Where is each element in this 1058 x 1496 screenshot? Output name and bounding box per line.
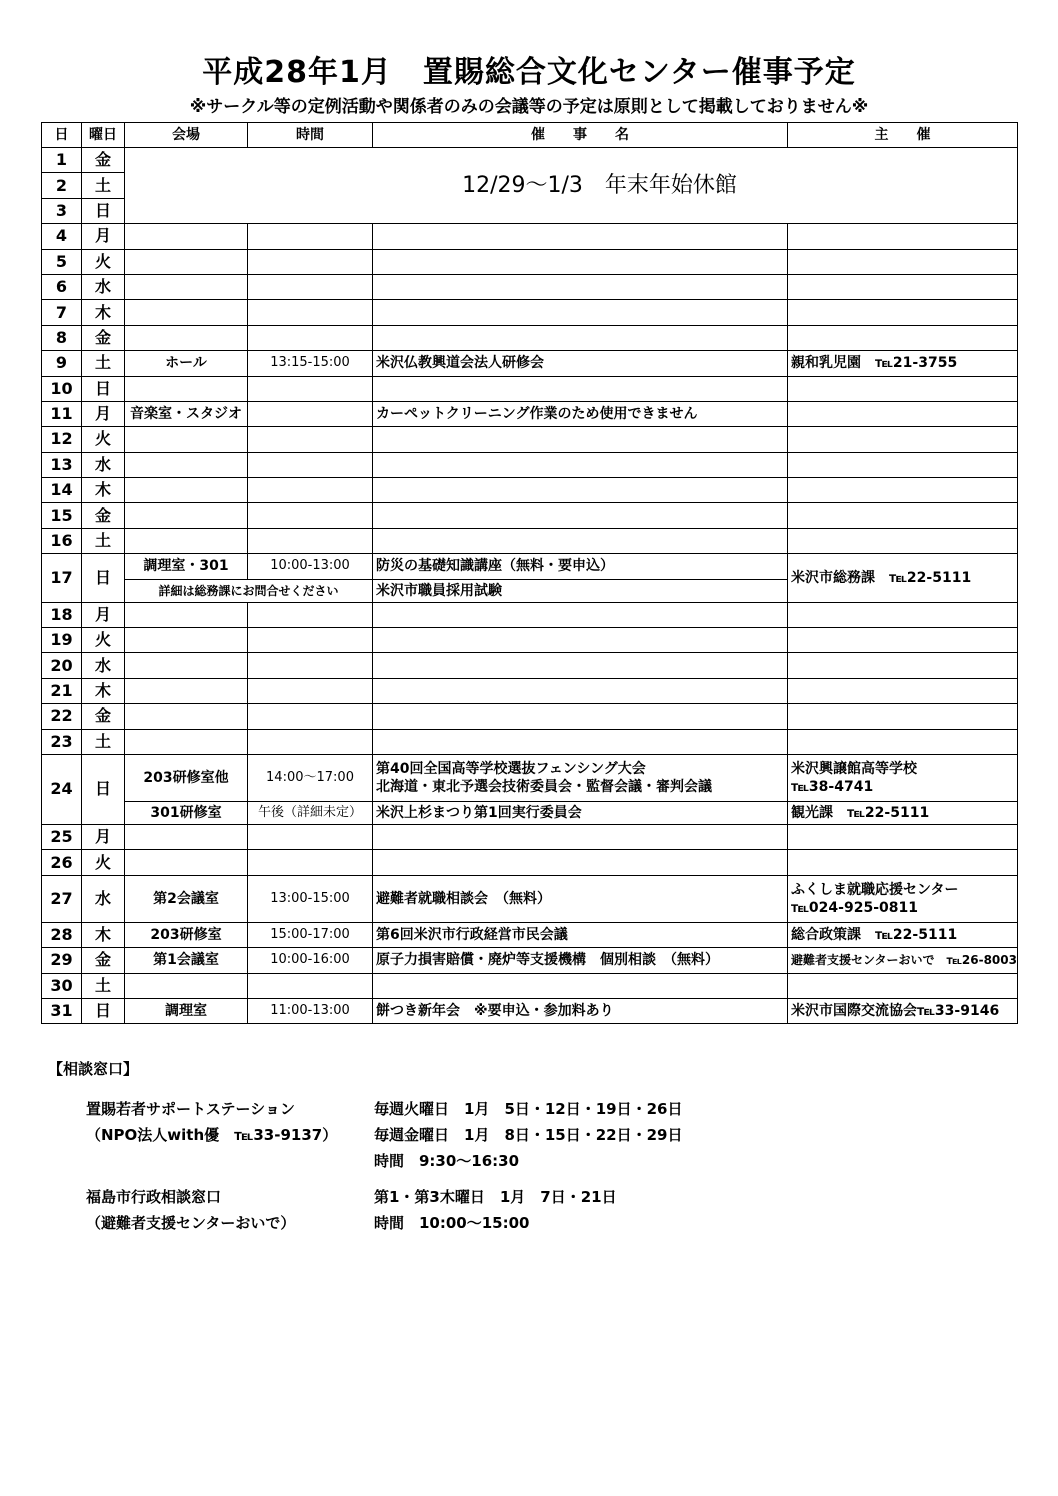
consult-name: （避難者支援センターおいで）: [86, 1214, 296, 1232]
time-cell: [248, 678, 373, 703]
time-cell: [248, 325, 373, 350]
weekday-cell: 木: [82, 478, 125, 503]
consult-schedule: 毎週金曜日 1月 8日・15日・22日・29日: [374, 1126, 683, 1144]
header-time: 時間: [248, 123, 373, 148]
venue-cell: 詳細は総務課にお問合せください: [125, 579, 373, 602]
venue-cell: [125, 602, 248, 627]
time-cell: [248, 503, 373, 528]
day-cell: 27: [42, 875, 82, 922]
venue-cell: [125, 376, 248, 401]
venue-cell: [125, 704, 248, 729]
time-cell: [248, 528, 373, 553]
time-cell: [248, 704, 373, 729]
day-cell: 21: [42, 678, 82, 703]
consult-name: （NPO法人with優 ℡33-9137）: [86, 1126, 338, 1144]
venue-cell: [125, 249, 248, 274]
header-weekday: 曜日: [82, 123, 125, 148]
organizer-line: 米沢興譲館高等学校: [791, 760, 917, 777]
organizer-cell: 避難者支援センターおいで ℡26-8003: [788, 948, 1018, 973]
table-row: [42, 401, 1018, 426]
weekday-cell: 水: [82, 274, 125, 299]
organizer-line: ℡024-925-0811: [791, 899, 918, 916]
table-row: [42, 850, 1018, 875]
day-cell: 29: [42, 948, 82, 973]
table-row: [42, 274, 1018, 299]
day-cell: 26: [42, 850, 82, 875]
table-row: [42, 704, 1018, 729]
table-row: [42, 824, 1018, 849]
organizer-cell: [788, 376, 1018, 401]
table-row: [42, 754, 1018, 801]
day-cell: 16: [42, 528, 82, 553]
table-row: [42, 998, 1018, 1023]
time-cell: [248, 850, 373, 875]
venue-cell: 203研修室: [125, 922, 248, 947]
event-line: 北海道・東北予選会技術委員会・監督会議・審判会議: [376, 778, 712, 795]
weekday-cell: 木: [82, 300, 125, 325]
time-cell: [248, 452, 373, 477]
day-cell: 14: [42, 478, 82, 503]
venue-cell: [125, 973, 248, 998]
venue-cell: [125, 729, 248, 754]
time-cell: [248, 300, 373, 325]
day-cell: 9: [42, 351, 82, 376]
weekday-cell: 火: [82, 249, 125, 274]
event-cell: 防災の基礎知識講座（無料・要申込）: [373, 554, 788, 579]
page-subtitle: ※サークル等の定例活動や関係者のみの会議等の予定は原則として掲載しておりません※: [189, 97, 869, 117]
event-cell: [373, 452, 788, 477]
consult-schedule: 毎週火曜日 1月 5日・12日・19日・26日: [374, 1100, 683, 1118]
organizer-cell: [788, 503, 1018, 528]
weekday-cell: 木: [82, 922, 125, 947]
weekday-cell: 水: [82, 653, 125, 678]
event-cell: [373, 653, 788, 678]
weekday-cell: 水: [82, 452, 125, 477]
consult-name: 置賜若者サポートステーション: [86, 1100, 295, 1118]
table-row: [42, 528, 1018, 553]
venue-cell: [125, 427, 248, 452]
weekday-cell: 月: [82, 224, 125, 249]
event-cell: [373, 754, 788, 801]
weekday-cell: 火: [82, 850, 125, 875]
organizer-cell: [788, 249, 1018, 274]
consult-schedule: 時間 10:00～15:00: [374, 1214, 530, 1232]
header-day: 日: [42, 123, 82, 148]
venue-cell: 第1会議室: [125, 948, 248, 973]
table-row: [42, 452, 1018, 477]
day-cell: 11: [42, 401, 82, 426]
event-cell: [373, 224, 788, 249]
event-cell: [373, 325, 788, 350]
table-row: [42, 427, 1018, 452]
table-header-row: [42, 123, 1018, 148]
day-cell: 23: [42, 729, 82, 754]
time-cell: 14:00～17:00: [248, 754, 373, 801]
event-cell: [373, 602, 788, 627]
page-title: 平成28年1月 置賜総合文化センター催事予定: [202, 55, 856, 90]
time-cell: [248, 824, 373, 849]
table-row: [42, 922, 1018, 947]
table-row: [42, 503, 1018, 528]
weekday-cell: 金: [82, 325, 125, 350]
organizer-cell: [788, 628, 1018, 653]
weekday-cell: 金: [82, 503, 125, 528]
event-cell: 餅つき新年会 ※要申込・参加料あり: [373, 998, 788, 1023]
time-cell: 午後（詳細未定）: [248, 801, 373, 824]
organizer-cell: 米沢市国際交流協会℡33-9146: [788, 998, 1018, 1023]
organizer-cell: [788, 427, 1018, 452]
event-cell: [373, 478, 788, 503]
table-row: [42, 653, 1018, 678]
time-cell: [248, 478, 373, 503]
header-organizer: 主 催: [788, 123, 1018, 148]
venue-cell: 調理室: [125, 998, 248, 1023]
header-event: 催 事 名: [373, 123, 788, 148]
day-cell: 12: [42, 427, 82, 452]
event-cell: 原子力損害賠償・廃炉等支援機構 個別相談 （無料）: [373, 948, 788, 973]
venue-cell: [125, 850, 248, 875]
time-cell: [248, 249, 373, 274]
time-cell: 13:00-15:00: [248, 875, 373, 922]
weekday-cell: 日: [82, 754, 125, 824]
table-row: [42, 875, 1018, 922]
venue-cell: [125, 452, 248, 477]
table-row: [42, 628, 1018, 653]
organizer-cell: [788, 754, 1018, 801]
organizer-cell: [788, 850, 1018, 875]
table-row: [42, 148, 1018, 173]
table-row: [42, 948, 1018, 973]
time-cell: 10:00-16:00: [248, 948, 373, 973]
day-cell: 10: [42, 376, 82, 401]
weekday-cell: 木: [82, 678, 125, 703]
weekday-cell: 月: [82, 401, 125, 426]
consult-heading: 【相談窓口】: [48, 1060, 139, 1078]
day-cell: 24: [42, 754, 82, 824]
table-row: [42, 478, 1018, 503]
event-cell: [373, 528, 788, 553]
venue-cell: [125, 628, 248, 653]
event-cell: 米沢上杉まつり第1回実行委員会: [373, 801, 788, 824]
time-cell: 11:00-13:00: [248, 998, 373, 1023]
day-cell: 6: [42, 274, 82, 299]
weekday-cell: 土: [82, 729, 125, 754]
day-cell: 4: [42, 224, 82, 249]
time-cell: [248, 427, 373, 452]
weekday-cell: 金: [82, 948, 125, 973]
event-cell: 米沢市職員採用試験: [373, 579, 788, 602]
organizer-cell: [788, 274, 1018, 299]
day-cell: 22: [42, 704, 82, 729]
day-cell: 2: [42, 173, 82, 198]
event-cell: 米沢仏教興道会法人研修会: [373, 351, 788, 376]
table-row: [42, 249, 1018, 274]
time-cell: [248, 602, 373, 627]
venue-cell: [125, 224, 248, 249]
consult-schedule: 時間 9:30～16:30: [374, 1152, 520, 1170]
day-cell: 31: [42, 998, 82, 1023]
header-venue: 会場: [125, 123, 248, 148]
table-row: [42, 351, 1018, 376]
day-cell: 20: [42, 653, 82, 678]
venue-cell: 301研修室: [125, 801, 248, 824]
organizer-cell: [788, 452, 1018, 477]
table-row: [42, 376, 1018, 401]
day-cell: 13: [42, 452, 82, 477]
organizer-cell: [788, 729, 1018, 754]
event-cell: [373, 249, 788, 274]
weekday-cell: 日: [82, 198, 125, 223]
organizer-cell: [788, 224, 1018, 249]
organizer-cell: [788, 653, 1018, 678]
time-cell: 13:15-15:00: [248, 351, 373, 376]
time-cell: [248, 376, 373, 401]
time-cell: 15:00-17:00: [248, 922, 373, 947]
time-cell: [248, 973, 373, 998]
venue-cell: [125, 478, 248, 503]
venue-cell: [125, 503, 248, 528]
organizer-line: ふくしま就職応援センター: [791, 881, 959, 898]
event-cell: [373, 678, 788, 703]
event-cell: カーペットクリーニング作業のため使用できません: [373, 401, 788, 426]
weekday-cell: 金: [82, 704, 125, 729]
time-cell: [248, 653, 373, 678]
day-cell: 28: [42, 922, 82, 947]
table-row: [42, 554, 1018, 579]
organizer-cell: 観光課 ℡22-5111: [788, 801, 1018, 824]
weekday-cell: 水: [82, 875, 125, 922]
day-cell: 8: [42, 325, 82, 350]
organizer-cell: [788, 401, 1018, 426]
day-cell: 5: [42, 249, 82, 274]
event-cell: [373, 274, 788, 299]
weekday-cell: 月: [82, 602, 125, 627]
table-row: [42, 973, 1018, 998]
organizer-cell: 米沢市総務課 ℡22-5111: [788, 554, 1018, 602]
consult-name: 福島市行政相談窓口: [86, 1188, 222, 1206]
venue-cell: [125, 300, 248, 325]
organizer-cell: [788, 973, 1018, 998]
day-cell: 19: [42, 628, 82, 653]
time-cell: 10:00-13:00: [248, 554, 373, 579]
weekday-cell: 日: [82, 998, 125, 1023]
event-cell: [373, 628, 788, 653]
weekday-cell: 日: [82, 376, 125, 401]
venue-cell: 調理室・301: [125, 554, 248, 579]
table-row: [42, 678, 1018, 703]
day-cell: 7: [42, 300, 82, 325]
organizer-cell: [788, 528, 1018, 553]
weekday-cell: 金: [82, 148, 125, 173]
venue-cell: ホール: [125, 351, 248, 376]
event-cell: [373, 704, 788, 729]
organizer-cell: [788, 478, 1018, 503]
weekday-cell: 火: [82, 628, 125, 653]
time-cell: [248, 729, 373, 754]
table-row: [42, 602, 1018, 627]
venue-cell: [125, 528, 248, 553]
organizer-cell: [788, 300, 1018, 325]
venue-cell: [125, 678, 248, 703]
venue-cell: [125, 325, 248, 350]
weekday-cell: 土: [82, 351, 125, 376]
event-cell: [373, 300, 788, 325]
organizer-cell: 総合政策課 ℡22-5111: [788, 922, 1018, 947]
weekday-cell: 月: [82, 824, 125, 849]
day-cell: 17: [42, 554, 82, 602]
event-cell: 避難者就職相談会 （無料）: [373, 875, 788, 922]
day-cell: 30: [42, 973, 82, 998]
time-cell: [248, 224, 373, 249]
organizer-cell: [788, 325, 1018, 350]
event-cell: [373, 973, 788, 998]
organizer-cell: [788, 704, 1018, 729]
event-line: 第40回全国高等学校選抜フェンシング大会: [376, 760, 646, 777]
table-row: [42, 801, 1018, 824]
event-cell: [373, 824, 788, 849]
organizer-line: ℡38-4741: [791, 778, 874, 795]
event-cell: [373, 503, 788, 528]
weekday-cell: 土: [82, 173, 125, 198]
organizer-cell: [788, 602, 1018, 627]
venue-cell: 第2会議室: [125, 875, 248, 922]
day-cell: 3: [42, 198, 82, 223]
event-cell: 第6回米沢市行政経営市民会議: [373, 922, 788, 947]
organizer-cell: 親和乳児園 ℡21-3755: [788, 351, 1018, 376]
weekday-cell: 火: [82, 427, 125, 452]
weekday-cell: 土: [82, 528, 125, 553]
weekday-cell: 土: [82, 973, 125, 998]
event-cell: [373, 729, 788, 754]
venue-cell: 音楽室・スタジオ: [125, 401, 248, 426]
schedule-table: [41, 122, 1018, 1024]
venue-cell: [125, 653, 248, 678]
organizer-cell: [788, 678, 1018, 703]
venue-cell: [125, 274, 248, 299]
time-cell: [248, 274, 373, 299]
day-cell: 18: [42, 602, 82, 627]
venue-cell: 203研修室他: [125, 754, 248, 801]
time-cell: [248, 401, 373, 426]
time-cell: [248, 628, 373, 653]
day-cell: 25: [42, 824, 82, 849]
table-row: [42, 300, 1018, 325]
day-cell: 1: [42, 148, 82, 173]
consult-schedule: 第1・第3木曜日 1月 7日・21日: [374, 1188, 617, 1206]
organizer-cell: [788, 824, 1018, 849]
venue-cell: [125, 824, 248, 849]
organizer-cell: [788, 875, 1018, 922]
table-row: [42, 325, 1018, 350]
event-cell: [373, 376, 788, 401]
event-cell: [373, 850, 788, 875]
weekday-cell: 日: [82, 554, 125, 602]
table-row: [42, 729, 1018, 754]
table-row: [42, 224, 1018, 249]
day-cell: 15: [42, 503, 82, 528]
event-cell: [373, 427, 788, 452]
holiday-notice: 12/29～1/3 年末年始休館: [125, 148, 1018, 224]
